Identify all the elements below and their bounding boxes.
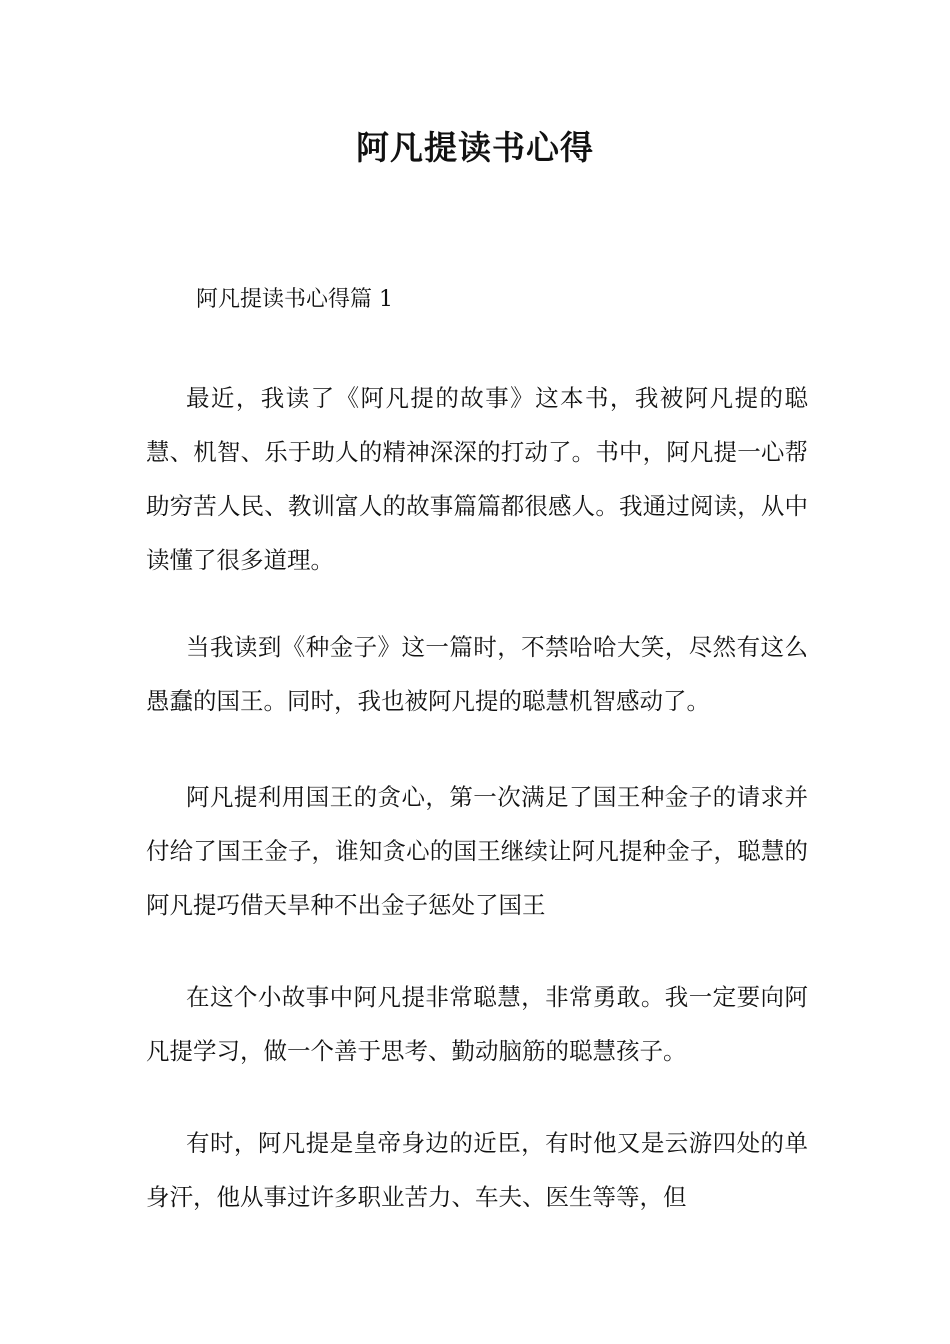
paragraph-2: 当我读到《种金子》这一篇时，不禁哈哈大笑，尽然有这么愚蠢的国王。同时，我也被阿凡提的聪慧机智感动了。: [146, 633, 808, 715]
paragraph-4: 在这个小故事中阿凡提非常聪慧，非常勇敢。我一定要向阿凡提学习，做一个善于思考、勤动脑筋的聪慧孩子。: [146, 983, 808, 1065]
section-heading: 阿凡提读书心得篇 1: [196, 287, 393, 312]
paragraph-1: 最近，我读了《阿凡提的故事》这本书，我被阿凡提的聪慧、机智、乐于助人的精神深深的打动了。书中，阿凡提一心帮助穷苦人民、教训富人的故事篇篇都很感人。我通过阅读，从中读懂了很多道理。: [146, 384, 808, 574]
document-title: 阿凡提读书心得: [356, 128, 594, 167]
paragraph-5: 有时，阿凡提是皇帝身边的近臣，有时他又是云游四处的单身汗，他从事过许多职业苦力、车夫、医生等等，但: [146, 1129, 808, 1211]
paragraph-3: 阿凡提利用国王的贪心，第一次满足了国王种金子的请求并付给了国王金子，谁知贪心的国王继续让阿凡提种金子，聪慧的阿凡提巧借天旱种不出金子惩处了国王: [146, 783, 808, 919]
